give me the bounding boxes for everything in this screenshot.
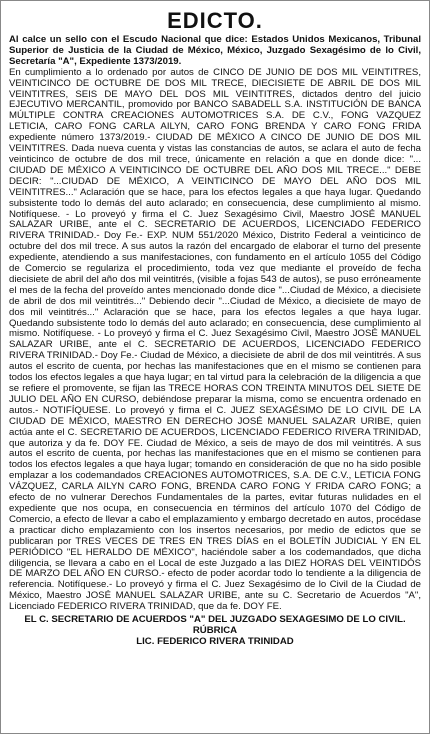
signature-rubric: RÚBRICA	[192, 625, 238, 637]
signature-name: LIC. FEDERICO RIVERA TRINIDAD	[136, 636, 294, 648]
signature-title: EL C. SECRETARIO DE ACUERDOS "A" DEL JUZGADO SEXAGESIMO DE LO CIVIL.	[24, 614, 406, 626]
signature-block	[9, 614, 421, 647]
edict-title: EDICTO.	[167, 8, 263, 33]
edict-heading: Al calce un sello con el Escudo Nacional que dice: Estados Unidos Mexicanos, Tribunal Superior de Justicia de la Ciudad de México, México, Juzgado Sexagésimo de lo Civil, Secretaría "A", Expediente 1373/2019.	[9, 34, 421, 67]
edict-body: En cumplimiento a lo ordenado por autos de CINCO DE JUNIO DE DOS MIL VEINTITRES, VEINTICINCO DE OCTUBRE DE DOS MIL TRECE, DIECISIETE DE ABRIL DE DOS MIL VEINTITRES, SEIS DE MAYO DEL DOS MIL VEINTITRES, dictados dentro del juicio EJECUTIVO MERCANTIL, promovido por BANCO SABADELL S.A. INSTITUCIÓN DE BANCA MÚLTIPLE CONTRA CREACIONES AUTOMOTRICES S.A. DE C.V., FONG VAZQUEZ LETICIA, CARO FONG CARLA AILYN, CARO FONG BRENDA Y CARO FONG FRIDA expediente número 1373/2019.- CIUDAD DE MÉXICO A CINCO DE JUNIO DE DOS MIL VEINTITRES. Dada nueva cuenta y vistas las constancias de autos, se aclara el auto de fecha veinticinco de octubre de dos mil trece, únicamente en relación a que en donde dice: "... CIUDAD DE MÉXICO A VEINTICINCO DE OCTUBRE DEL AÑO DOS MIL TRECE..." DEBE DECIR: "...CIUDAD DE MÉXICO, A VEINTICINCO DE MAYO DEL AÑO DOS MIL VEINTITRES..." Aclaración que se hace, para los efectos legales a que haya lugar. Quedando subsistente todo lo demás del auto aclarado; en consecuencia, dese cumplimiento al mismo. Notifíquese. - Lo proveyó y firma el C. Juez Sexagésimo Civil, Maestro JOSÉ MANUEL SALAZAR URIBE, ante el C. SECRETARIO DE ACUERDOS, LICENCIADO FEDERICO RIVERA TRINIDAD.- Doy Fe.- EXP. NUM 551/2020 México, Distrito Federal a veinticinco de octubre del dos mil trece. A sus autos la razón del encargado de elaborar el turno del presente expediente, atendiendo a sus manifestaciones, con fundamento en el artículo 1055 del Código de Comercio se regulariza el procedimiento, toda vez que mediante el proveído de fecha diecisiete de abril del año dos mil veintitrés, (visible a fojas 543 de autos), se puso erróneamente el mes de la fecha del proveído antes mencionado donde dice "...Ciudad de México, a diecisiete de abril de dos mil veintitrés..." Debiendo decir "...Ciudad de México, a diecisiete de mayo de dos mil veintitrés..." Aclaración que se hace, para los efectos legales a que haya lugar. Quedando subsistente todo lo demás del auto aclarado; en consecuencia, dese cumplimiento al mismo. Notifíquese. - Lo proveyó y firma el C. Juez Sexagésimo Civil, Maestro JOSÉ MANUEL SALAZAR URIBE, ante el C. SECRETARIO DE ACUERDOS, LICENCIADO FEDERICO RIVERA TRINIDAD.- Doy Fe.- Ciudad de México, a diecisiete de abril de dos mil veintitrés. A sus autos el escrito de cuenta, por hechas las manifestaciones que en el mismo se contienen para todos los efectos legales a que haya lugar; en tal virtud para la celebración de la diligencia a que se refiere el promovente, se fijan las TRECE HORAS CON TREINTA MINUTOS DEL SIETE DE JULIO DEL AÑO EN CURSO, debiéndose preparar la misma, como se encuentra ordenado en autos.- NOTIFÍQUESE. Lo proveyó y firma el C. JUEZ SEXAGÉSIMO DE LO CIVIL DE LA CIUDAD DE MÉXICO, MAESTRO EN DERECHO JOSÉ MANUEL SALAZAR URIBE, quien actúa ante el C. SECRETARIO DE ACUERDOS, LICENCIADO FEDERICO RIVERA TRINIDAD, que autoriza y da fe. DOY FE. Ciudad de México, a seis de mayo de dos mil veintitrés. A sus autos el escrito de cuenta, por hechas las manifestaciones que en el mismo se contienen para todos los efectos legales a que haya lugar; tomando en consideración de que no ha sido posible emplazar a los codemandados CREACIONES AUTOMOTRICES, S.A. DE C.V., LETICIA FONG VÁZQUEZ, CARLA AILYN CARO FONG, BRENDA CARO FONG Y FRIDA CARO FONG; a efecto de no vulnerar Derechos Fundamentales de la partes, evitar futuras nulidades en el expediente que nos ocupa, en consecuencia en términos del artículo 1070 del Código de Comercio, a efecto de llevar a cabo el emplazamiento y embargo decretado en autos, procédase a practicar dicho emplazamiento con los insertos necesarios, por medio de edictos que se publicaran por TRES VECES DE TRES EN TRES DÍAS en el BOLETÍN JUDICIAL Y EN EL PERIÓDICO "EL HERALDO DE MÉXICO", haciéndole saber a los codemandados, que dicha diligencia, se llevara a cabo en el Local de este Juzgado a las DIEZ HORAS DEL VEINTIDÓS DE MARZO DEL AÑO EN CURSO.- efecto de poder acordar todo lo tendiente a la diligencia de referencia. Notifíquese.- Lo proveyó y firma el C. Juez Sexagésimo de lo Civil de la Ciudad de México, Maestro JOSÉ MANUEL SALAZAR URIBE, ante su C. Secretario de Acuerdos "A", Licenciado FEDERICO RIVERA TRINIDAD, que da fe. DOY FE.	[9, 66, 421, 613]
